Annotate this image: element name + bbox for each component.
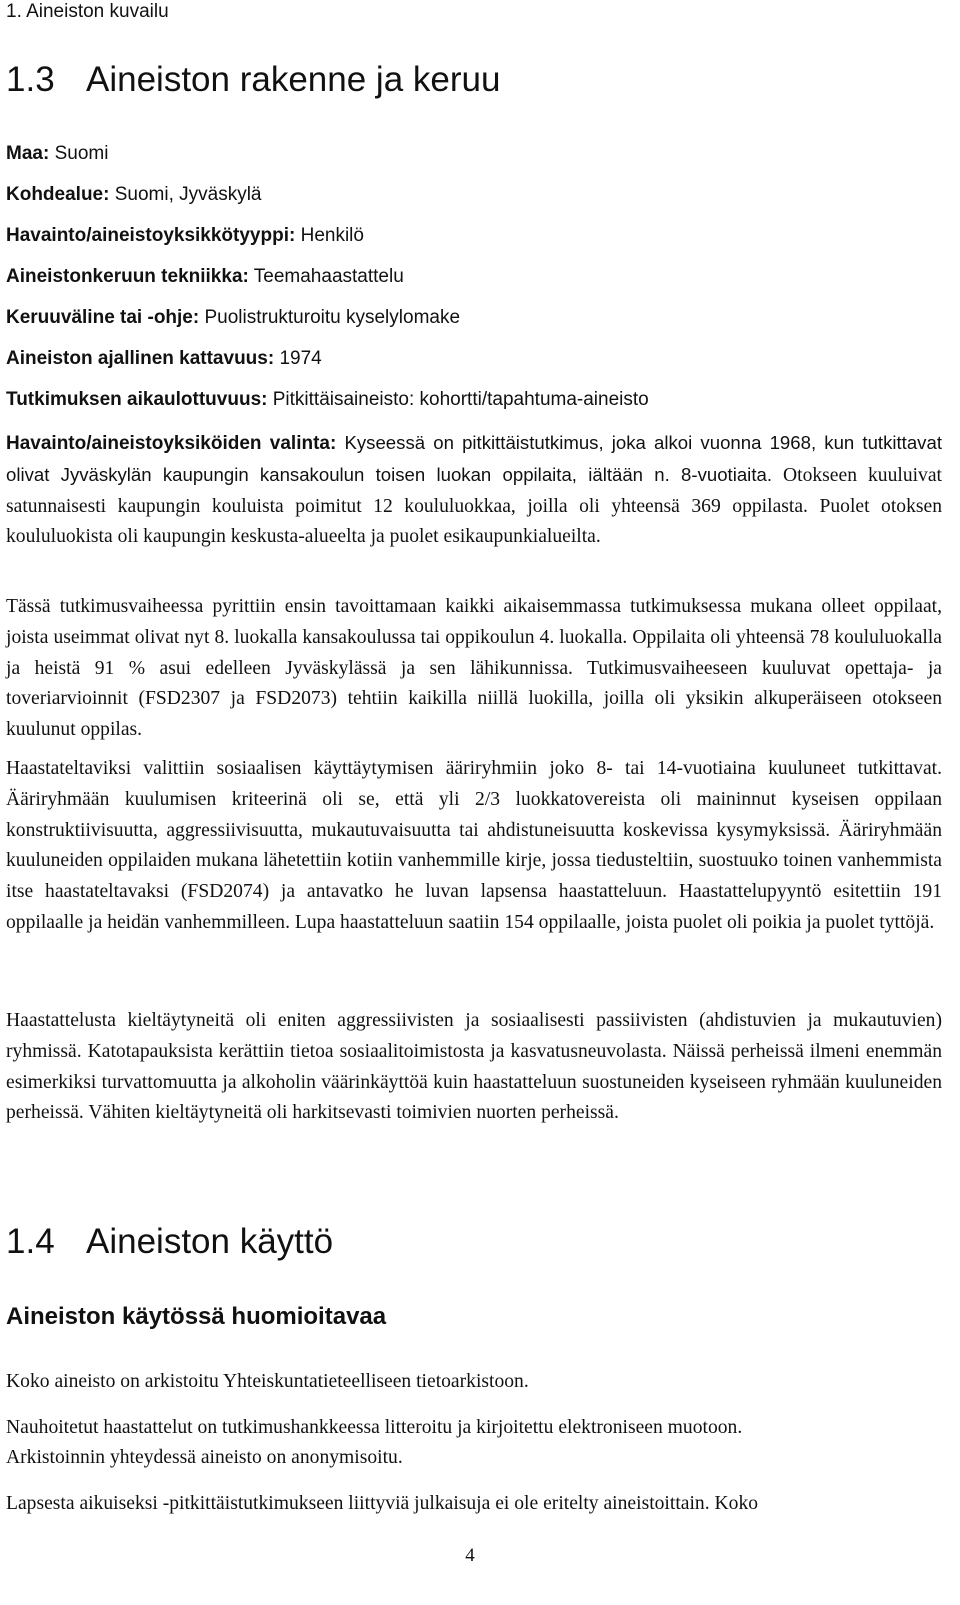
meta-row-tekniikka: [6, 261, 956, 292]
meta-label: Keruuväline tai -ohje:: [6, 307, 200, 328]
meta-label: Kohdealue:: [6, 184, 110, 205]
meta-row-maa: [6, 138, 956, 169]
meta-row-keruuvaline: [6, 302, 956, 333]
meta-value: Puolistrukturoitu kyselylomake: [199, 307, 461, 328]
valinta-label: Havainto/aineistoyksiköiden valinta:: [6, 433, 337, 454]
section-title: Aineiston rakenne ja keruu: [86, 60, 501, 99]
meta-label: Aineistonkeruun tekniikka:: [6, 266, 249, 287]
valinta-rest: Otokseen kuuluivat satunnaisesti kaupungin kouluista poimitut 12 koululuokkaa, joilla oli yhteensä 369 oppilasta. Puolet otoksen koululuokista oli kaupungin keskusta-alueelta ja puolet esikaupunkialueilta.: [6, 464, 942, 548]
section-number: 1.4: [6, 1222, 55, 1261]
meta-value: Teemahaastattelu: [248, 266, 404, 287]
page-number: 4: [465, 1545, 475, 1566]
paragraph-valinta: [6, 428, 942, 553]
text-line: Nauhoitetut haastattelut on tutkimushankkeessa litteroitu ja kirjoitettu elektroniseen muotoon.: [6, 1417, 743, 1438]
meta-value: Henkilö: [295, 225, 364, 246]
valinta-value: Kyseessä on pitkittäistutkimus, joka alkoi vuonna 1968, kun tutkittavat olivat Jyväskylän kaupungin kansakoulun toisen luokan oppilaita, iältään n. 8-vuotiaita.: [6, 432, 942, 485]
paragraph-3: Haastattelusta kieltäytyneitä oli eniten aggressiivisten ja sosiaalisesti passiivisten (ahdistuvien ja mukautuvien) ryhmissä. Katotapauksista kerättiin tietoa sosiaalitoimistosta ja kasvatusneuvolasta. Näissä perheissä ilmeni enemmän esimerkiksi turvattomuutta ja alkoholin väärinkäyttöä kuin haastatteluun suostuneiden kyseiseen ryhmään kuuluneiden perheissä. Vähiten kieltäytyneitä oli harkitsevasti toimivien nuorten perheissä.: [6, 1010, 942, 1124]
section-title: Aineiston käyttö: [86, 1222, 334, 1261]
metadata-list: [6, 138, 956, 425]
running-header: 1. Aineiston kuvailu: [6, 1, 169, 22]
section-heading-1-3: [6, 60, 500, 100]
meta-value: Suomi, Jyväskylä: [109, 184, 262, 205]
meta-value: Pitkittäisaineisto: kohortti/tapahtuma-aineisto: [267, 389, 649, 410]
text-line: Koko aineisto on arkistoitu Yhteiskuntatieteelliseen tietoarkistoon.: [6, 1371, 529, 1392]
section-heading-1-4: [6, 1222, 333, 1262]
meta-row-aikaulottuvuus: [6, 384, 956, 415]
meta-label: Tutkimuksen aikaulottuvuus:: [6, 389, 268, 410]
meta-value: 1974: [274, 348, 322, 369]
meta-row-yksikkotyyppi: [6, 220, 956, 251]
meta-row-kattavuus: [6, 343, 956, 374]
meta-label: Havainto/aineistoyksikkötyyppi:: [6, 225, 296, 246]
text-line: Arkistoinnin yhteydessä aineisto on anonymisoitu.: [6, 1447, 403, 1468]
meta-label: Aineiston ajallinen kattavuus:: [6, 348, 275, 369]
paragraph-1: Tässä tutkimusvaiheessa pyrittiin ensin tavoittamaan kaikki aikaisemmassa tutkimuksessa mukana olleet oppilaat, joista useimmat olivat nyt 8. luokalla kansakoulussa tai oppikoulun 4. luokalla. Oppilaita oli yhteensä 78 koululuokalla ja heistä 91 % asui edelleen Jyväskylässä ja sen lähikunnissa. Tutkimusvaiheeseen kuuluvat opettaja- ja toveriarvioinnit (FSD2307 ja FSD2073) tehtiin kaikilla niillä luokilla, joilla oli yksikin alkuperäiseen otokseen kuulunut oppilas.: [6, 596, 942, 741]
text-line: Lapsesta aikuiseksi -pitkittäistutkimukseen liittyviä julkaisuja ei ole eritelty aineistoittain. Koko: [6, 1493, 759, 1514]
meta-value: Suomi: [49, 143, 109, 164]
section-number: 1.3: [6, 60, 55, 99]
meta-row-kohdealue: [6, 179, 956, 210]
paragraph-2: Haastateltaviksi valittiin sosiaalisen käyttäytymisen ääriryhmiin joko 8- tai 14-vuotiaina kuuluneet tutkittavat. Ääriryhmään kuulumisen kriteerinä oli se, että yli 2/3 luokkatovereista oli maininnut kyseisen oppilaan konstruktiivisuutta, aggressiivisuutta, mukautuvaisuutta tai ahdistuneisuutta koskevissa kysymyksissä. Ääriryhmään kuuluneiden oppilaiden mukana lähetettiin kotiin vanhemmille kirje, jossa tiedusteltiin, suostuuko toinen vanhemmista itse haastateltavaksi (FSD2074) ja antavatko he luvan lapsensa haastatteluun. Haastattelupyyntö esitettiin 191 oppilaalle ja heidän vanhemmilleen. Lupa haastatteluun saatiin 154 oppilaalle, joista puolet oli poikia ja puolet tyttöjä.: [6, 758, 942, 933]
subheading: Aineiston käytössä huomioitavaa: [6, 1303, 387, 1330]
meta-label: Maa:: [6, 143, 50, 164]
